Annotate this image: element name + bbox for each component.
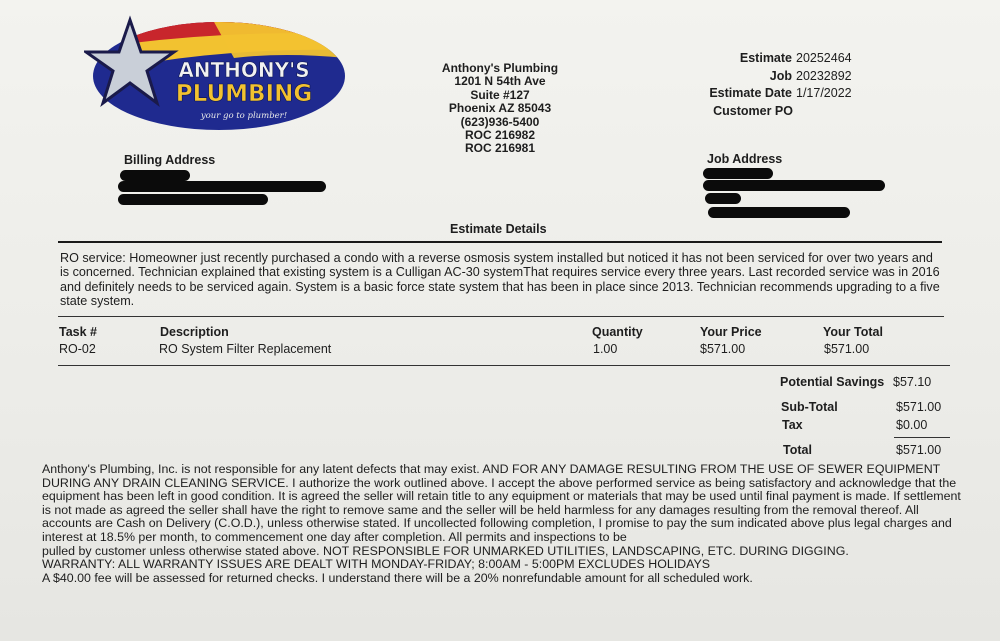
job-number: 20232892 (796, 68, 852, 83)
row-quantity: 1.00 (593, 342, 618, 356)
redaction-bar (703, 168, 773, 179)
estimate-date: 1/17/2022 (796, 86, 852, 100)
company-roc1: ROC 216982 (464, 128, 536, 143)
row-price: $571.00 (700, 342, 746, 356)
customer-po-label: Customer PO (713, 103, 793, 118)
logo-line1: ANTHONY'S (178, 58, 310, 82)
potential-savings-label: Potential Savings (780, 375, 885, 389)
estimate-number: 20252464 (796, 51, 852, 65)
row-task: RO-02 (59, 342, 96, 356)
col-header-task: Task # (59, 325, 97, 339)
col-header-quantity: Quantity (592, 325, 643, 339)
terms-paragraph: Anthony's Plumbing, Inc. is not responsible for any latent defects that may exist. AND FOR ANY DAMAGE RESULTING FROM THE USE OF SEWER EQUIPMENT DURING ANY DRAIN CLEANING SERVICE. I authorize the work outlined above. I accept the above performed service as being satisfactory and acknowledge that the equipment has been left in good condition. It is agreed the seller will retain title to any equipment or materials that may be used until final payment is made. If settlement is not made as agreed the seller shall have the right to remove same and the seller will be held harmless for any damages resulting from the removal thereof. All accounts are Cash on Delivery (C.O.D.), unless otherwise stated. If uncollected following completion, I promise to pay the sum indicated above plus legal charges and interest at 18.5% per month, to commencement one day after completion. All permits and inspections to be (42, 462, 961, 544)
potential-savings-value: $57.10 (893, 375, 932, 389)
company-logo (84, 14, 346, 132)
terms-paragraph: pulled by customer unless otherwise stated above. NOT RESPONSIBLE FOR UNMARKED UTILITIES, LANDSCAPING, ETC. DURING DIGGING. (42, 543, 849, 558)
divider (58, 241, 942, 243)
terms-and-conditions (42, 463, 962, 585)
company-roc2: ROC 216981 (464, 141, 536, 156)
company-phone: (623)936-5400 (460, 114, 540, 129)
logo-line2: PLUMBING (175, 81, 313, 107)
redaction-bar (705, 193, 741, 204)
company-info (400, 62, 600, 156)
redaction-bar (118, 181, 326, 192)
subtotal-value: $571.00 (896, 400, 942, 414)
estimate-date-label: Estimate Date (709, 86, 792, 100)
company-city: Phoenix AZ 85043 (448, 101, 552, 116)
col-header-total: Your Total (823, 325, 883, 339)
job-address-label: Job Address (707, 152, 783, 166)
job-number-label: Job (769, 68, 792, 83)
col-header-price: Your Price (700, 325, 762, 339)
row-description: RO System Filter Replacement (159, 342, 332, 356)
subtotal-label: Sub-Total (781, 400, 838, 414)
returned-check-text: A $40.00 fee will be assessed for returned checks. I understand there will be a 20% nonrefundable amount for all scheduled work. (42, 570, 753, 585)
company-name: Anthony's Plumbing (441, 61, 559, 75)
estimate-meta (660, 50, 852, 120)
billing-address-label: Billing Address (124, 153, 216, 167)
divider (58, 316, 944, 317)
logo-tagline: your go to plumber! (200, 111, 288, 121)
total-value: $571.00 (896, 443, 942, 457)
redaction-bar (120, 170, 190, 181)
redaction-bar (708, 207, 850, 218)
service-notes: RO service: Homeowner just recently purchased a condo with a reverse osmosis system installed but noticed it has not been serviced for over two years and is concerned. Technician explained that existing system is a Culligan AC-30 systemThat requires service every three years. Last recorded service was in 2016 and definitely needs to be serviced again. System is a basic force state system that has been in place since 2013. Technician recommends upgrading to a five state system. (60, 251, 940, 308)
company-address2: Suite #127 (470, 87, 530, 102)
col-header-description: Description (160, 325, 229, 339)
divider (58, 365, 950, 366)
row-total: $571.00 (824, 342, 870, 356)
redaction-bar (118, 194, 268, 205)
tax-value: $0.00 (896, 418, 928, 432)
estimate-number-label: Estimate (739, 51, 792, 65)
tax-label: Tax (782, 418, 803, 432)
company-address1: 1201 N 54th Ave (454, 74, 546, 89)
total-label: Total (783, 443, 812, 457)
total-divider (894, 437, 950, 438)
estimate-details-title: Estimate Details (450, 222, 547, 236)
warranty-text: WARRANTY: ALL WARRANTY ISSUES ARE DEALT WITH MONDAY-FRIDAY; 8:00AM - 5:00PM EXCLUDES HOLIDAYS (42, 557, 710, 572)
redaction-bar (703, 180, 885, 191)
